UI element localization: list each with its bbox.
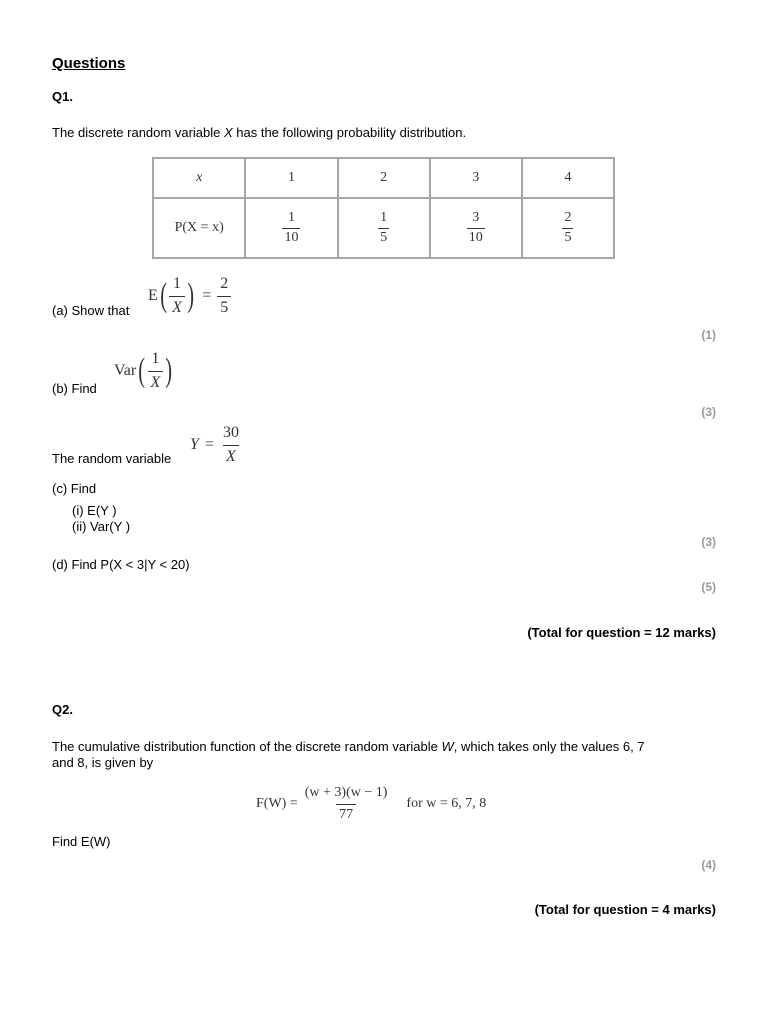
q2-intro: [52, 739, 722, 771]
table-row-x: [153, 158, 614, 198]
q2-total: (Total for question = 4 marks): [534, 902, 716, 917]
table-cell-x: 2: [338, 158, 430, 198]
q2-intro-before: The cumulative distribution function of the discrete random variable: [52, 739, 442, 754]
part-a-expression: [148, 272, 231, 320]
part-d-text: (d) Find P(X < 3|Y < 20): [52, 557, 190, 572]
table-cell-prob: $\frac{2}{5}$: [522, 198, 614, 258]
q2-intro-var: W: [441, 739, 454, 754]
table-cell-x: 1: [245, 158, 337, 198]
part-d-marks: (5): [701, 580, 716, 594]
q1-total: (Total for question = 12 marks): [527, 625, 716, 640]
q1-intro-var: X: [223, 125, 233, 140]
fraction-one-over-x: $\frac{1}{X}$: [169, 275, 185, 317]
distribution-table: [152, 157, 615, 259]
part-b-expression: [114, 347, 175, 395]
expectation-symbol: E: [148, 287, 158, 304]
part-c-item-ii: (ii) Var(Y ): [72, 519, 131, 534]
q2-marks: (4): [701, 858, 716, 872]
q1-label: Q1.: [52, 89, 73, 104]
q2-intro-after: , which takes only the values 6, 7: [453, 739, 645, 754]
q2-find: Find E(W): [52, 834, 111, 849]
table-cell-prob: $\frac{1}{10}$: [245, 198, 337, 258]
part-b-text: (b) Find: [52, 381, 97, 396]
cdf-lhs: F(W) =: [256, 796, 298, 811]
table-header-prob: P(X = x): [153, 198, 245, 258]
table-cell-prob: $\frac{1}{5}$: [338, 198, 430, 258]
q2-intro-line2: and 8, is given by: [52, 755, 154, 770]
table-cell-prob: $\frac{3}{10}$: [430, 198, 522, 258]
equals-sign: =: [202, 287, 212, 304]
fraction-one-over-x: $\frac{1}{X}$: [148, 350, 164, 392]
equals-sign: =: [204, 436, 214, 453]
fraction-two-fifths: $\frac{2}{5}$: [217, 275, 231, 317]
variance-symbol: Var: [114, 362, 137, 379]
part-c-item-i: (i) E(Y ): [72, 503, 117, 518]
part-b-marks: (3): [701, 405, 716, 419]
table-header-x: x: [153, 158, 245, 198]
cdf-fraction: $\frac{(w + 3)(w - 1)}{77}$: [304, 785, 388, 822]
part-c-text: (c) Find: [52, 481, 97, 496]
y-symbol: Y: [190, 436, 199, 453]
q1-intro-before: The discrete random variable: [52, 125, 224, 140]
right-paren: ): [165, 352, 173, 389]
part-a-marks: (1): [701, 328, 716, 342]
page-heading: Questions: [52, 55, 126, 72]
table-cell-x: 3: [430, 158, 522, 198]
q1-intro: [52, 125, 466, 140]
q2-label: Q2.: [52, 702, 73, 717]
right-paren: ): [187, 277, 194, 314]
left-paren: (: [138, 352, 146, 389]
cdf-condition: for w = 6, 7, 8: [406, 796, 487, 811]
table-cell-x: 4: [522, 158, 614, 198]
table-row-prob: [153, 198, 614, 258]
part-c-marks: (3): [701, 535, 716, 549]
cdf-formula: [256, 784, 486, 824]
q1-intro-after: has the following probability distribution.: [232, 125, 467, 140]
random-variable-text: The random variable: [52, 451, 172, 466]
y-definition: [190, 423, 242, 467]
left-paren: (: [160, 277, 167, 314]
fraction-thirty-over-x: $\frac{30}{X}$: [222, 424, 239, 465]
part-a-text: (a) Show that: [52, 303, 130, 318]
